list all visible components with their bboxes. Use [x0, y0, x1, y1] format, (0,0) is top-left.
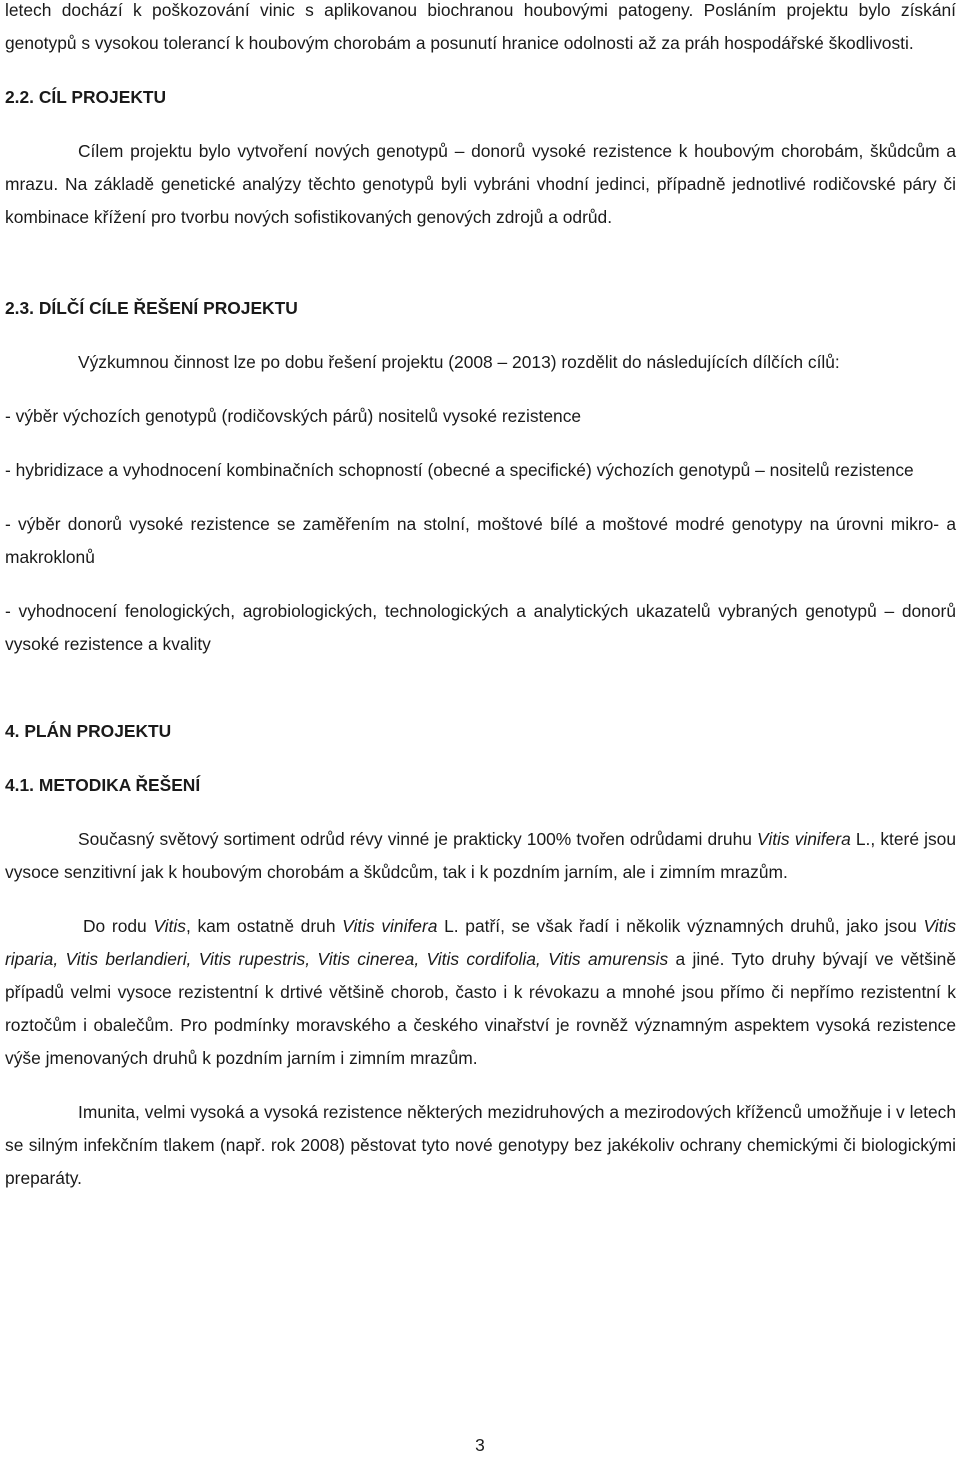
- subgoal-item-2: - hybridizace a vyhodnocení kombinačních schopností (obecné a specifické) výchozích genotypů – nositelů rezistence: [5, 460, 914, 480]
- page-number: 3: [475, 1435, 485, 1455]
- subgoal-item-4: - vyhodnocení fenologických, agrobiologických, technologických a analytických ukazatelů vybraných genotypů – donorů vysoké rezistence a kvality: [5, 601, 956, 654]
- subgoals-intro: Výzkumnou činnost lze po dobu řešení projektu (2008 – 2013) rozdělit do následujících dílčích cílů:: [78, 352, 840, 372]
- heading-2-3: 2.3. DÍLČÍ CÍLE ŘEŠENÍ PROJEKTU: [5, 298, 298, 318]
- heading-4-1: 4.1. METODIKA ŘEŠENÍ: [5, 775, 201, 795]
- subgoal-item-1: - výběr výchozích genotypů (rodičovských párů) nositelů vysoké rezistence: [5, 406, 582, 426]
- intro-paragraph: letech dochází k poškozování vinic s aplikovanou biochranou houbovými patogeny. Posláním projektu bylo získání genotypů s vysokou tolerancí k houbovým chorobám a posunutí hranice odolnosti až za práh hospodářské škodlivosti.: [5, 0, 956, 53]
- heading-4: 4. PLÁN PROJEKTU: [5, 721, 172, 741]
- method-paragraph-1: Současný světový sortiment odrůd révy vinné je prakticky 100% tvořen odrůdami druhu Vitis vinifera L., které jsou vysoce senzitivní jak k houbovým chorobám a škůdcům, tak i k pozdním jarním, ale i zimním mrazům.: [5, 829, 957, 882]
- goal-paragraph: Cílem projektu bylo vytvoření nových genotypů – donorů vysoké rezistence k houbovým chorobám, škůdcům a mrazu. Na základě genetické analýzy těchto genotypů byli vybráni vhodní jedinci, případně jednotlivé rodičovské páry či kombinace křížení pro tvorbu nových sofistikovaných genových zdrojů a odrůd.: [5, 141, 956, 227]
- method-paragraph-3: Imunita, velmi vysoká a vysoká rezistence některých mezidruhových a mezirodových kříženců umožňuje i v letech se silným infekčním tlakem (např. rok 2008) pěstovat tyto nové genotypy bez jakékoliv ochrany chemickými či biologickými preparáty.: [5, 1102, 956, 1188]
- document-page: [5, 0, 956, 1195]
- subgoal-item-3: - výběr donorů vysoké rezistence se zaměřením na stolní, moštové bílé a moštové modré genotypy na úrovni mikro- a makroklonů: [5, 514, 956, 567]
- heading-2-2: 2.2. CÍL PROJEKTU: [5, 87, 167, 107]
- method-paragraph-2: Do rodu Vitis, kam ostatně druh Vitis vinifera L. patří, se však řadí i několik významných druhů, jako jsou Vitis riparia, Vitis berlandieri, Vitis rupestris, Vitis cinerea, Vitis cordifolia, Vitis amurensis a jiné. Tyto druhy bývají ve většině případů velmi vysoce rezistentní k drtivé většině chorob, často i k révokazu a mnohé jsou přímo či nepřímo rezistentní k roztočům i obalečům. Pro podmínky moravského a českého vinařství je rovněž významným aspektem vysoká rezistence výše jmenovaných druhů k pozdním jarním i zimním mrazům.: [5, 916, 957, 1068]
